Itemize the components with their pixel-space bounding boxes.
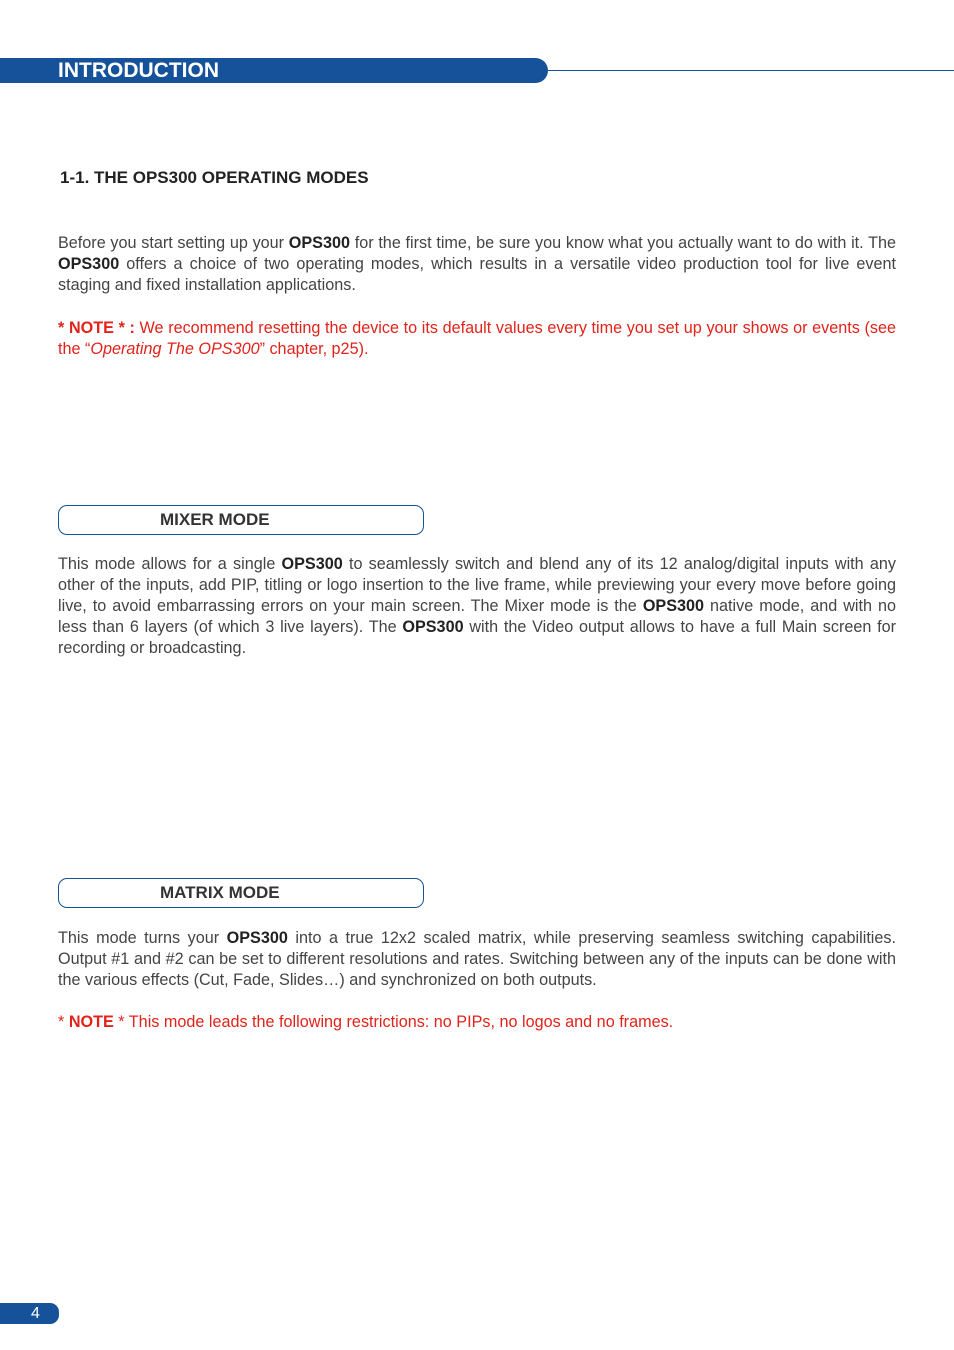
product-name: OPS300	[226, 929, 288, 947]
page-title: INTRODUCTION	[58, 59, 219, 82]
chapter-reference: Operating The OPS300	[90, 340, 260, 358]
note-reset: * NOTE * : We recommend resetting the device to its default values every time you set up your shows or events (see the “Operating The OPS300” chapter, p25).	[58, 319, 896, 358]
matrix-paragraph: This mode turns your OPS300 into a true 12x2 scaled matrix, while preserving seamless switching capabilities. Output #1 and #2 can be set to different resolutions and rates. Switching between any of the inputs can be done with the various effects (Cut, Fade, Slides…) and synchronized on both outputs.	[58, 929, 897, 989]
mixer-mode-title: MIXER MODE	[160, 510, 270, 529]
note-label: NOTE	[68, 1013, 114, 1031]
header-rule	[548, 70, 954, 71]
product-name: OPS300	[281, 555, 343, 573]
product-name: OPS300	[402, 618, 464, 636]
page-number-tab	[0, 1303, 59, 1324]
page-number: 4	[31, 1305, 40, 1322]
mixer-paragraph: This mode allows for a single OPS300 to seamlessly switch and blend any of its 12 analog/digital inputs with any other of the inputs, add PIP, titling or logo insertion to the live frame, while previewing your every move before going live, to avoid embarrassing errors on your main screen. The Mixer mode is the OPS300 native mode, and with no less than 6 layers (of which 3 live layers). The OPS300 with the Video output allows to have a full Main screen for recording or broadcasting.	[58, 555, 897, 657]
intro-paragraph: Before you start setting up your OPS300 for the first time, be sure you know what you actually want to do with it. The OPS300 offers a choice of two operating modes, which results in a versatile video production tool for live event staging and fixed installation applications.	[58, 234, 896, 294]
note-restrictions: * NOTE * This mode leads the following restrictions: no PIPs, no logos and no frames.	[58, 1013, 674, 1031]
product-name: OPS300	[58, 255, 120, 273]
product-name: OPS300	[288, 234, 350, 252]
note-label: * NOTE * :	[58, 319, 135, 337]
section-heading: 1-1. THE OPS300 OPERATING MODES	[60, 168, 369, 187]
product-name: OPS300	[642, 597, 705, 615]
mixer-mode-box	[58, 505, 424, 535]
matrix-mode-box	[58, 878, 424, 908]
matrix-mode-title: MATRIX MODE	[160, 883, 280, 902]
